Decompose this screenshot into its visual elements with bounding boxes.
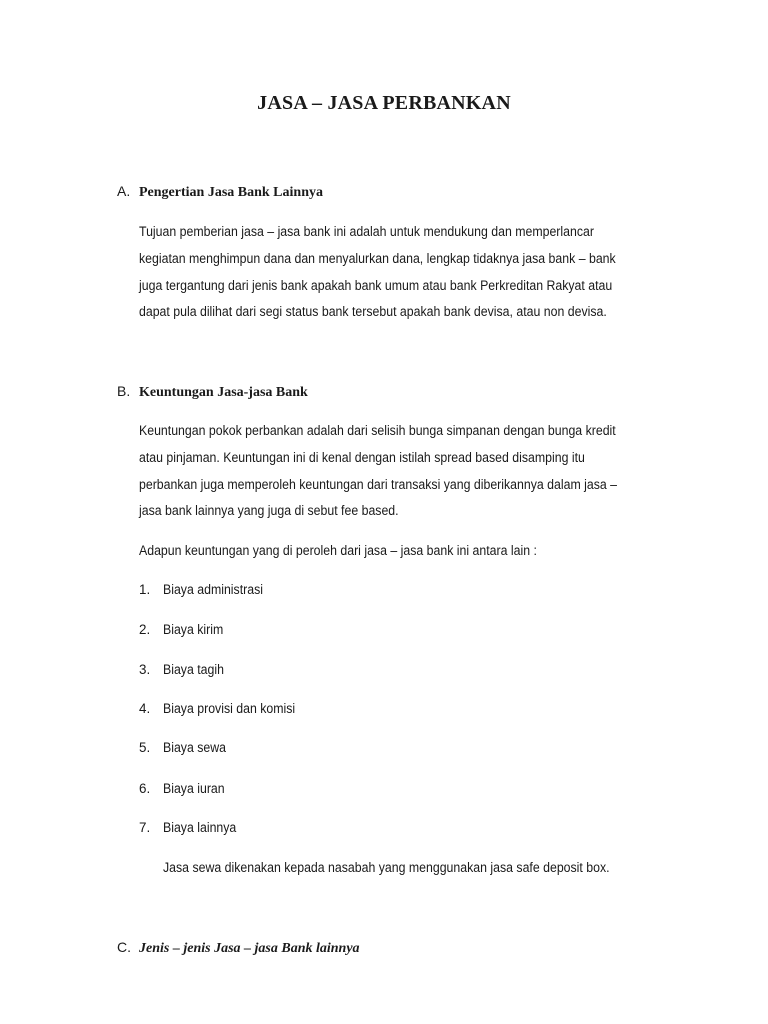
list-item-number: 2. bbox=[139, 622, 151, 637]
list-item-text: Biaya provisi dan komisi bbox=[163, 701, 296, 716]
section-b-intro: Adapun keuntungan yang di peroleh dari jasa – jasa bank ini antara lain : bbox=[139, 543, 537, 558]
section-a-line: kegiatan menghimpun dana dan menyalurkan dana, lengkap tidaknya jasa bank – bank bbox=[139, 251, 616, 266]
section-a-title: Pengertian Jasa Bank Lainnya bbox=[139, 185, 323, 200]
section-a-line: dapat pula dilihat dari segi status bank tersebut apakah bank devisa, atau non devisa. bbox=[139, 304, 607, 319]
section-a-heading bbox=[117, 183, 323, 201]
list-item-number: 6. bbox=[139, 781, 151, 796]
list-item-number: 7. bbox=[139, 820, 151, 835]
section-c-title: Jenis – jenis Jasa – jasa Bank lainnya bbox=[139, 941, 360, 956]
section-a-line: Tujuan pemberian jasa – jasa bank ini adalah untuk mendukung dan memperlancar bbox=[139, 224, 594, 239]
section-a-line: juga tergantung dari jenis bank apakah bank umum atau bank Perkreditan Rakyat atau bbox=[139, 278, 613, 293]
list-item bbox=[139, 820, 243, 835]
section-b-line: jasa bank lainnya yang juga di sebut fee based. bbox=[139, 503, 399, 518]
list-item bbox=[139, 701, 307, 716]
list-item-text: Biaya iuran bbox=[163, 781, 225, 796]
section-a-letter: A. bbox=[117, 183, 131, 199]
list-item-text: Biaya tagih bbox=[163, 662, 224, 677]
list-item-number: 3. bbox=[139, 662, 151, 677]
list-item-text: Biaya lainnya bbox=[163, 820, 237, 835]
list-item bbox=[139, 582, 272, 597]
list-item bbox=[139, 662, 229, 677]
section-b-line: perbankan juga memperoleh keuntungan dari transaksi yang diberikannya dalam jasa – bbox=[139, 477, 618, 492]
list-item-text: Biaya kirim bbox=[163, 622, 224, 637]
list-item-number: 4. bbox=[139, 701, 151, 716]
section-b-note: Jasa sewa dikenakan kepada nasabah yang menggunakan jasa safe deposit box. bbox=[163, 860, 610, 875]
section-c-heading bbox=[117, 939, 360, 957]
section-b-line: atau pinjaman. Keuntungan ini di kenal dengan istilah spread based disamping itu bbox=[139, 450, 585, 465]
section-b-line: Keuntungan pokok perbankan adalah dari selisih bunga simpanan dengan bunga kredit bbox=[139, 423, 616, 438]
section-b-title: Keuntungan Jasa-jasa Bank bbox=[139, 385, 308, 400]
list-item bbox=[139, 622, 228, 637]
section-b-letter: B. bbox=[117, 383, 131, 399]
list-item bbox=[139, 781, 230, 796]
list-item-number: 1. bbox=[139, 582, 151, 597]
document-title: JASA – JASA PERBANKAN bbox=[257, 92, 511, 114]
section-b-heading bbox=[117, 383, 308, 401]
section-c-letter: C. bbox=[117, 939, 131, 955]
list-item-number: 5. bbox=[139, 740, 151, 755]
list-item bbox=[139, 740, 231, 755]
list-item-text: Biaya sewa bbox=[163, 740, 227, 755]
list-item-text: Biaya administrasi bbox=[163, 582, 263, 597]
